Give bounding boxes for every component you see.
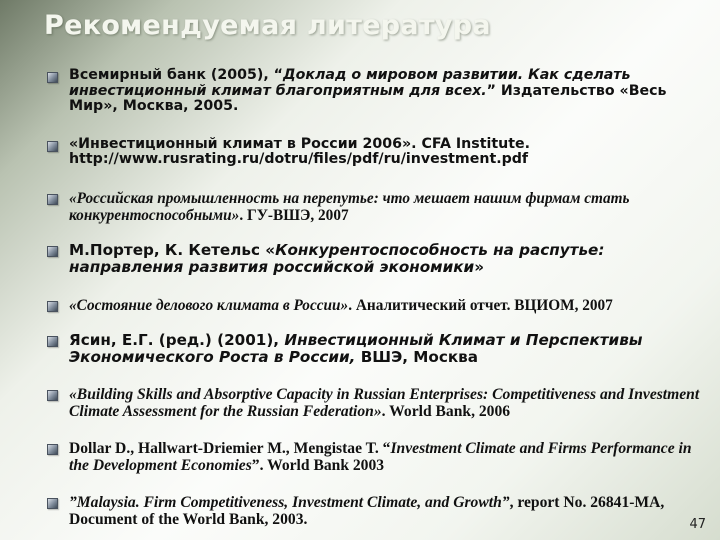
list-item <box>47 494 715 529</box>
list-item <box>47 332 715 366</box>
square-bullet-icon <box>47 246 58 257</box>
square-bullet-icon <box>47 141 58 152</box>
square-bullet-icon <box>47 336 58 347</box>
reference-text: М.Портер, К. Кетельс «Конкурентоспособность на распутье: направления развития российской экономики» <box>69 240 605 276</box>
reference-text: Ясин, Е.Г. (ред.) (2001), Инвестиционный Климат и Перспективы Экономического Роста в России, ВШЭ, Москва <box>69 330 643 366</box>
references-list <box>47 68 715 529</box>
square-bullet-icon <box>47 444 58 455</box>
list-item <box>47 297 715 314</box>
reference-text: «Инвестиционный климат в России 2006». CFA Institute. http://www.rusrating.ru/dotru/files/pdf/ru/investment.pdf <box>69 135 531 167</box>
list-item <box>47 68 715 115</box>
reference-text: «Состояние делового климата в России». Аналитический отчет. ВЦИОМ, 2007 <box>69 296 613 314</box>
reference-text: ”Malaysia. Firm Competitiveness, Investment Climate, and Growth”, report No. 26841-MA, Document of the World Bank, 2003. <box>69 493 665 528</box>
reference-text: Всемирный банк (2005), “Доклад о мировом развитии. Как сделать инвестиционный климат благоприятным для всех.” Издательство «Весь Мир», Москва, 2005. <box>69 67 667 114</box>
slide-title: Рекомендуемая литература <box>44 10 491 41</box>
reference-text: «Российская промышленность на перепутье: что мешает нашим фирмам стать конкурентоспособными». ГУ-ВШЭ, 2007 <box>69 189 630 224</box>
square-bullet-icon <box>47 72 58 83</box>
reference-text: «Building Skills and Absorptive Capacity in Russian Enterprises: Competitiveness and Investment Climate Assessment for the Russian Federation». World Bank, 2006 <box>69 385 700 420</box>
list-item <box>47 242 715 276</box>
square-bullet-icon <box>47 390 58 401</box>
list-item <box>47 386 715 421</box>
list-item <box>47 440 715 475</box>
page-number: 47 <box>689 517 706 532</box>
square-bullet-icon <box>47 301 58 312</box>
list-item <box>47 137 715 168</box>
square-bullet-icon <box>47 194 58 205</box>
list-item <box>47 190 715 224</box>
reference-text: Dollar D., Hallwart-Driemier M., Mengistae T. “Investment Climate and Firms Performance in the Development Economies”. World Bank 2003 <box>69 439 692 474</box>
square-bullet-icon <box>47 498 58 509</box>
